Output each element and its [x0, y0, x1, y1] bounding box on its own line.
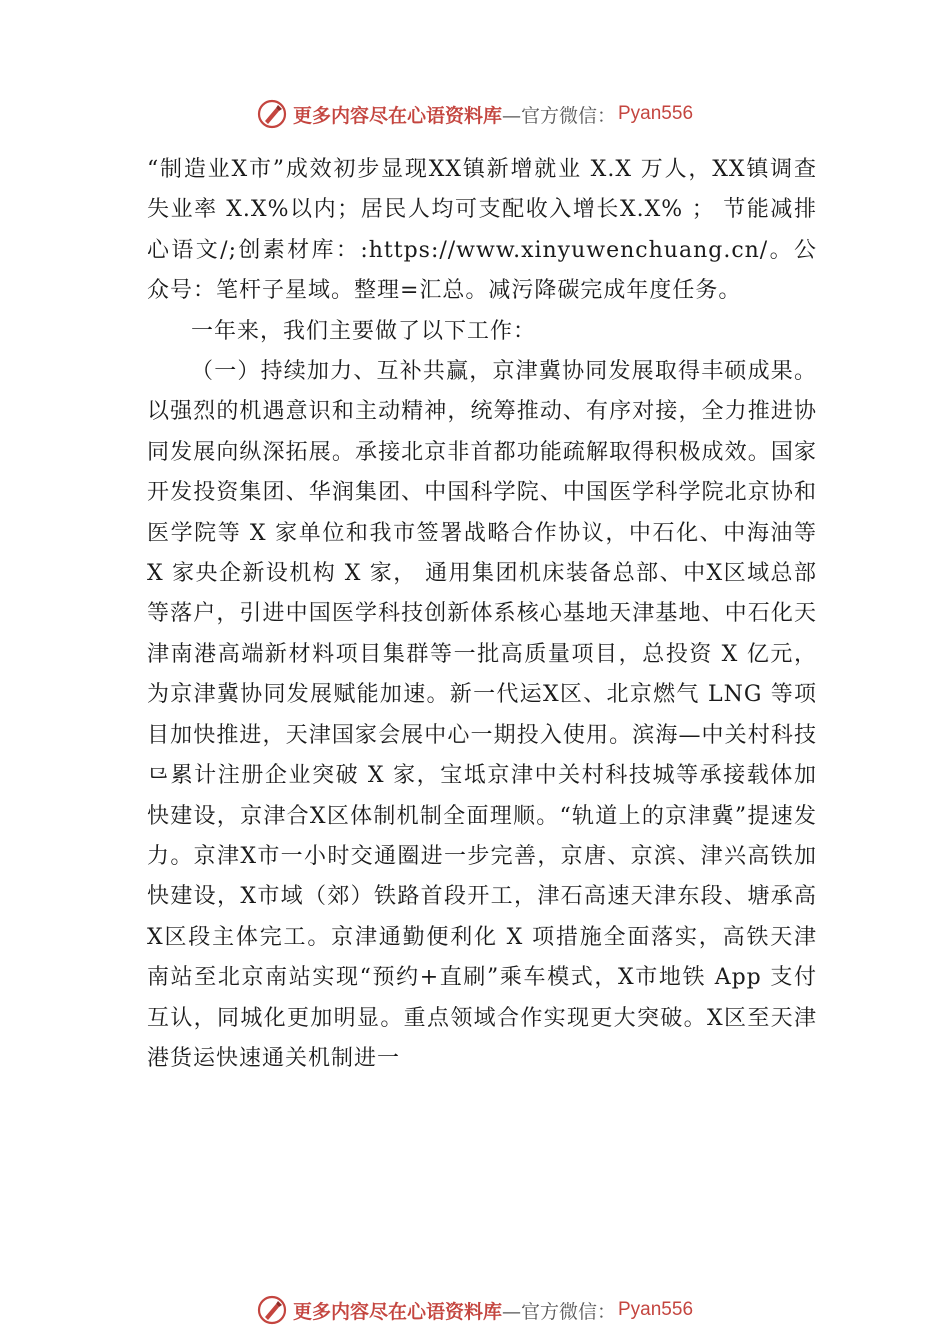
pen-logo-icon: [257, 1295, 287, 1325]
pen-logo-icon: [257, 99, 287, 129]
paragraph-3: （一）持续加力、互补共赢，京津冀协同发展取得丰硕成果。以强烈的机遇意识和主动精神，统筹推动、有序对接，全力推进协同发展向纵深拓展。承接北京非首都功能疏解取得积极成效。国家开发投资集团、华润集团、中国科学院、中国医学科学院北京协和医学院等 X 家单位和我市签署战略合作协议，中石化、中海油等 X 家央企新设机构 X 家， 通用集团机床装备总部、中X区域总部等落户，引进中国医学科技创新体系核心基地天津基地、中石化天津南港高端新材料项目集群等一批高质量项目，总投资 X 亿元， 为京津冀协同发展赋能加速。新一代运X区、北京燃气 LNG 等项目加快推进，天津国家会展中心一期投入使用。滨海—中关村科技⺋累计注册企业突破 X 家，宝坻京津中关村科技城等承接载体加快建设，京津合X区体制机制全面理顺。“轨道上的京津冀”提速发力。京津X市一小时交通圈进一步完善，京唐、京滨、津兴高铁加快建设，X市域（郊）铁路首段开工，津石高速天津东段、塘承高X区段主体完工。京津通勤便利化 X 项措施全面落实，高铁天津南站至北京南站实现“预约+直刷”乘车模式，X市地铁 App 支付互认，同城化更加明显。重点领域合作实现更大突破。X区至天津港货运快速通关机制进一: [147, 359, 817, 1071]
banner-wechat-label: —官方微信：: [501, 1300, 616, 1323]
paragraph-1: “制造业X市”成效初步显现XX镇新增就业 X.X 万人，XX镇调查失业率 X.X%以内；居民人均可支配收入增长X.X% ； 节能减排心语文/;创素材库：:https://www.xinyuwenchuang.cn/。公众号：笔杆子星域。整理=汇总。减污降碳完成年度任务。: [147, 157, 817, 304]
banner-wechat-id: Pyan556: [618, 103, 694, 124]
banner-wechat-label: —官方微信：: [501, 104, 616, 127]
banner-library-text: 更多内容尽在心语资料库: [292, 104, 502, 127]
paragraph-2: 一年来，我们主要做了以下工作：: [191, 318, 537, 344]
footer-banner: [0, 1290, 950, 1330]
header-banner: [0, 94, 950, 134]
document-body: [147, 150, 817, 1079]
banner-library-text: 更多内容尽在心语资料库: [292, 1300, 502, 1323]
banner-wechat-id: Pyan556: [618, 1299, 694, 1320]
